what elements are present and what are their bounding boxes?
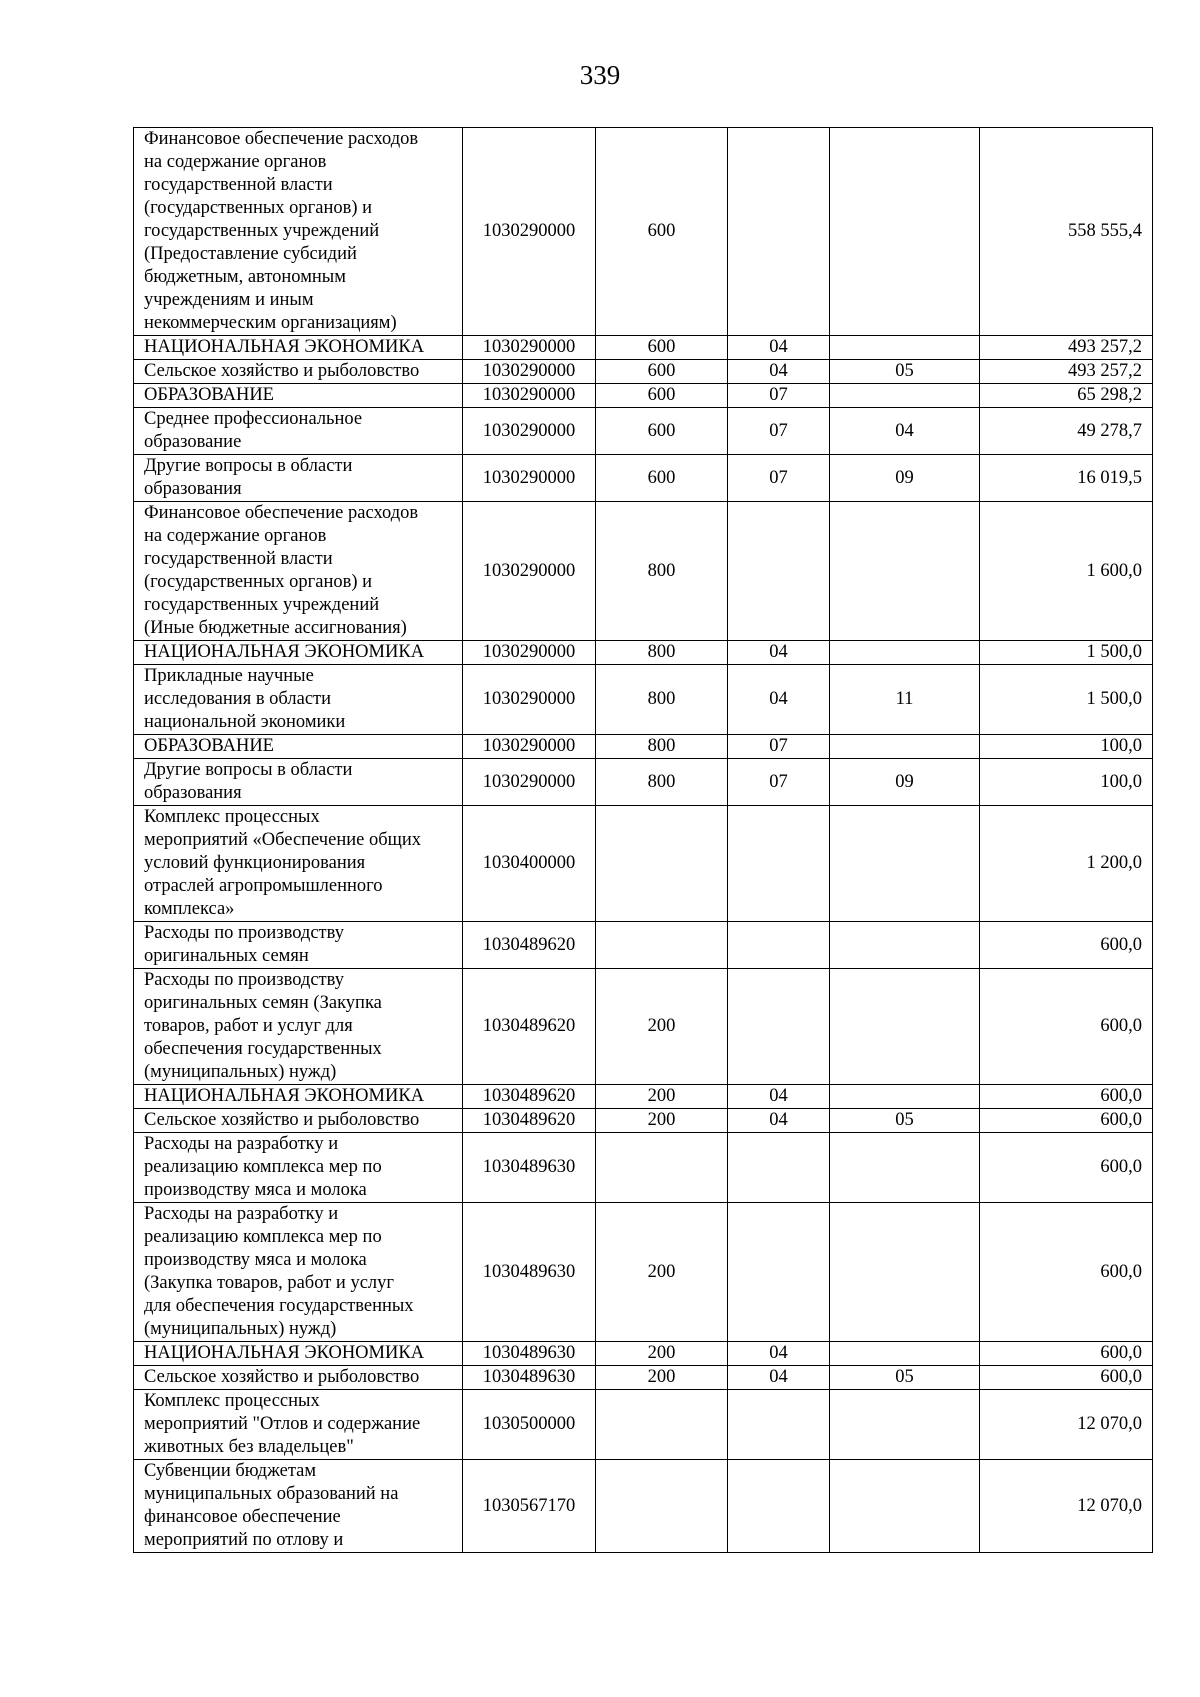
row-description-cell: НАЦИОНАЛЬНАЯ ЭКОНОМИКА (134, 336, 463, 360)
row-amount-cell: 600,0 (980, 1109, 1153, 1133)
row-description-cell: Сельское хозяйство и рыболовство (134, 1109, 463, 1133)
row-expense-type-cell: 800 (596, 759, 728, 806)
row-section-cell: 04 (728, 1109, 830, 1133)
row-code-cell: 1030489620 (463, 1085, 596, 1109)
row-amount-cell: 12 070,0 (980, 1460, 1153, 1553)
row-amount-cell: 600,0 (980, 1342, 1153, 1366)
row-description-cell: Сельское хозяйство и рыболовство (134, 1366, 463, 1390)
table-row (134, 922, 1153, 969)
row-description-cell: НАЦИОНАЛЬНАЯ ЭКОНОМИКА (134, 641, 463, 665)
row-code-cell: 1030290000 (463, 735, 596, 759)
row-expense-type-cell (596, 1133, 728, 1203)
table-row (134, 408, 1153, 455)
row-code-cell: 1030290000 (463, 336, 596, 360)
row-section-cell: 04 (728, 1366, 830, 1390)
row-description-cell: Другие вопросы в области образования (134, 455, 463, 502)
row-expense-type-cell: 600 (596, 455, 728, 502)
row-subsection-cell (830, 735, 980, 759)
row-amount-cell: 1 500,0 (980, 641, 1153, 665)
row-description-cell: Субвенции бюджетам муниципальных образований на финансовое обеспечение мероприятий по отлову и (134, 1460, 463, 1553)
row-code-cell: 1030489630 (463, 1203, 596, 1342)
table-row (134, 128, 1153, 336)
row-amount-cell: 1 200,0 (980, 806, 1153, 922)
row-code-cell: 1030400000 (463, 806, 596, 922)
row-expense-type-cell: 800 (596, 665, 728, 735)
table-row (134, 1133, 1153, 1203)
row-section-cell: 04 (728, 336, 830, 360)
row-section-cell (728, 1390, 830, 1460)
row-subsection-cell (830, 502, 980, 641)
row-code-cell: 1030489620 (463, 922, 596, 969)
row-subsection-cell (830, 641, 980, 665)
row-section-cell: 04 (728, 641, 830, 665)
row-expense-type-cell: 600 (596, 408, 728, 455)
row-subsection-cell: 09 (830, 455, 980, 502)
row-amount-cell: 600,0 (980, 1366, 1153, 1390)
row-amount-cell: 1 500,0 (980, 665, 1153, 735)
row-amount-cell: 493 257,2 (980, 336, 1153, 360)
row-subsection-cell: 05 (830, 1366, 980, 1390)
row-section-cell: 07 (728, 735, 830, 759)
row-subsection-cell: 11 (830, 665, 980, 735)
row-expense-type-cell (596, 922, 728, 969)
table-row (134, 1109, 1153, 1133)
row-expense-type-cell (596, 1460, 728, 1553)
row-expense-type-cell (596, 1390, 728, 1460)
row-code-cell: 1030489620 (463, 969, 596, 1085)
row-section-cell (728, 1133, 830, 1203)
row-amount-cell: 600,0 (980, 1203, 1153, 1342)
row-description-cell: Расходы по производству оригинальных семян (Закупка товаров, работ и услуг для обеспечения государственных (муниципальных) нужд) (134, 969, 463, 1085)
row-expense-type-cell: 600 (596, 384, 728, 408)
row-amount-cell: 558 555,4 (980, 128, 1153, 336)
row-subsection-cell (830, 1203, 980, 1342)
row-description-cell: Расходы по производству оригинальных семян (134, 922, 463, 969)
table-row (134, 735, 1153, 759)
row-description-cell: Комплекс процессных мероприятий "Отлов и содержание животных без владельцев" (134, 1390, 463, 1460)
table-row (134, 360, 1153, 384)
table-row (134, 1085, 1153, 1109)
row-code-cell: 1030290000 (463, 759, 596, 806)
row-section-cell: 07 (728, 759, 830, 806)
row-description-cell: Сельское хозяйство и рыболовство (134, 360, 463, 384)
row-subsection-cell (830, 969, 980, 1085)
row-expense-type-cell: 200 (596, 969, 728, 1085)
row-subsection-cell: 05 (830, 360, 980, 384)
row-section-cell: 04 (728, 1342, 830, 1366)
row-amount-cell: 100,0 (980, 759, 1153, 806)
row-section-cell (728, 922, 830, 969)
row-section-cell (728, 969, 830, 1085)
row-amount-cell: 16 019,5 (980, 455, 1153, 502)
row-subsection-cell (830, 336, 980, 360)
row-subsection-cell (830, 128, 980, 336)
row-description-cell: Среднее профессиональное образование (134, 408, 463, 455)
row-section-cell (728, 1203, 830, 1342)
row-expense-type-cell: 200 (596, 1109, 728, 1133)
table-row (134, 502, 1153, 641)
row-description-cell: Расходы на разработку и реализацию комплекса мер по производству мяса и молока (134, 1133, 463, 1203)
row-description-cell: Другие вопросы в области образования (134, 759, 463, 806)
table-row (134, 759, 1153, 806)
table-row (134, 1366, 1153, 1390)
table-row (134, 1203, 1153, 1342)
table-row (134, 455, 1153, 502)
row-subsection-cell (830, 806, 980, 922)
row-subsection-cell (830, 1342, 980, 1366)
row-expense-type-cell: 200 (596, 1366, 728, 1390)
row-section-cell (728, 502, 830, 641)
row-description-cell: НАЦИОНАЛЬНАЯ ЭКОНОМИКА (134, 1085, 463, 1109)
row-amount-cell: 493 257,2 (980, 360, 1153, 384)
row-code-cell: 1030290000 (463, 408, 596, 455)
row-amount-cell: 12 070,0 (980, 1390, 1153, 1460)
table-row (134, 969, 1153, 1085)
table-body (134, 128, 1153, 1553)
row-amount-cell: 65 298,2 (980, 384, 1153, 408)
row-code-cell: 1030489620 (463, 1109, 596, 1133)
row-amount-cell: 1 600,0 (980, 502, 1153, 641)
row-code-cell: 1030290000 (463, 128, 596, 336)
row-description-cell: Расходы на разработку и реализацию комплекса мер по производству мяса и молока (Закупка товаров, работ и услуг для обеспечения государственных (муниципальных) нужд) (134, 1203, 463, 1342)
row-section-cell (728, 806, 830, 922)
row-amount-cell: 600,0 (980, 969, 1153, 1085)
row-subsection-cell: 09 (830, 759, 980, 806)
table-row (134, 336, 1153, 360)
row-description-cell: ОБРАЗОВАНИЕ (134, 735, 463, 759)
row-expense-type-cell: 600 (596, 336, 728, 360)
row-amount-cell: 600,0 (980, 922, 1153, 969)
row-subsection-cell (830, 1085, 980, 1109)
row-section-cell: 04 (728, 665, 830, 735)
row-description-cell: Комплекс процессных мероприятий «Обеспечение общих условий функционирования отраслей агропромышленного комплекса» (134, 806, 463, 922)
row-subsection-cell (830, 922, 980, 969)
table-row (134, 806, 1153, 922)
row-subsection-cell (830, 1390, 980, 1460)
row-code-cell: 1030290000 (463, 384, 596, 408)
row-description-cell: Прикладные научные исследования в области национальной экономики (134, 665, 463, 735)
row-section-cell: 04 (728, 1085, 830, 1109)
row-code-cell: 1030290000 (463, 665, 596, 735)
table-row (134, 1342, 1153, 1366)
row-expense-type-cell: 800 (596, 641, 728, 665)
table-row (134, 384, 1153, 408)
row-expense-type-cell: 600 (596, 360, 728, 384)
row-expense-type-cell: 200 (596, 1342, 728, 1366)
row-code-cell: 1030489630 (463, 1133, 596, 1203)
row-subsection-cell: 04 (830, 408, 980, 455)
page-number: 339 (579, 60, 621, 90)
row-description-cell: ОБРАЗОВАНИЕ (134, 384, 463, 408)
row-section-cell: 07 (728, 384, 830, 408)
row-description-cell: Финансовое обеспечение расходов на содержание органов государственной власти (государственных органов) и государственных учреждений (Предоставление субсидий бюджетным, автономным учреждениям и иным некоммерческим организациям) (134, 128, 463, 336)
row-code-cell: 1030489630 (463, 1366, 596, 1390)
row-subsection-cell (830, 1133, 980, 1203)
budget-table (133, 127, 1153, 1553)
row-section-cell: 07 (728, 455, 830, 502)
table-row (134, 1460, 1153, 1553)
row-subsection-cell: 05 (830, 1109, 980, 1133)
row-section-cell: 04 (728, 360, 830, 384)
row-section-cell: 07 (728, 408, 830, 455)
row-code-cell: 1030489630 (463, 1342, 596, 1366)
row-code-cell: 1030290000 (463, 502, 596, 641)
row-description-cell: НАЦИОНАЛЬНАЯ ЭКОНОМИКА (134, 1342, 463, 1366)
row-code-cell: 1030290000 (463, 360, 596, 384)
row-code-cell: 1030567170 (463, 1460, 596, 1553)
table-row (134, 641, 1153, 665)
row-expense-type-cell: 200 (596, 1203, 728, 1342)
row-subsection-cell (830, 1460, 980, 1553)
table-row (134, 665, 1153, 735)
row-code-cell: 1030290000 (463, 455, 596, 502)
row-section-cell (728, 128, 830, 336)
row-code-cell: 1030290000 (463, 641, 596, 665)
row-section-cell (728, 1460, 830, 1553)
row-expense-type-cell: 800 (596, 502, 728, 641)
row-expense-type-cell (596, 806, 728, 922)
row-description-cell: Финансовое обеспечение расходов на содержание органов государственной власти (государственных органов) и государственных учреждений (Иные бюджетные ассигнования) (134, 502, 463, 641)
row-expense-type-cell: 800 (596, 735, 728, 759)
row-subsection-cell (830, 384, 980, 408)
row-amount-cell: 600,0 (980, 1085, 1153, 1109)
row-amount-cell: 600,0 (980, 1133, 1153, 1203)
row-expense-type-cell: 200 (596, 1085, 728, 1109)
row-expense-type-cell: 600 (596, 128, 728, 336)
row-amount-cell: 100,0 (980, 735, 1153, 759)
row-amount-cell: 49 278,7 (980, 408, 1153, 455)
table-row (134, 1390, 1153, 1460)
row-code-cell: 1030500000 (463, 1390, 596, 1460)
